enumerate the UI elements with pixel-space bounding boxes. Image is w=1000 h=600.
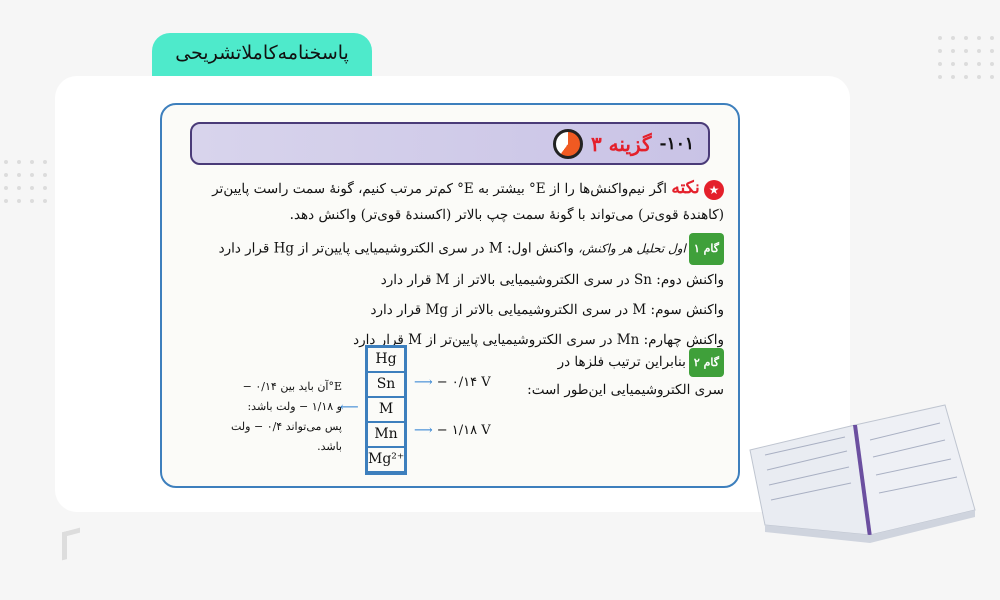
step-1 — [179, 233, 724, 355]
electrochemical-series — [365, 345, 407, 475]
step-text: سری الکتروشیمیایی این‌طور است: — [527, 382, 724, 398]
sn-potential: ⟶ − ۰/۱۴ V — [414, 375, 491, 390]
note-text: اگر نیم‌واکنش‌ها را از E° بیشتر به E° کم‌تر مرتب کنیم، گونهٔ سمت راست پایین‌تر (کاهندهٔ قوی‌تر) می‌تواند با گونهٔ سمت چپ بالاتر (اکسندهٔ قوی‌تر) واکنش دهد. — [212, 181, 724, 223]
decor-dots-right — [938, 36, 994, 79]
side-note-line: پس می‌تواند ۰/۴ − ولت باشد. — [231, 420, 342, 453]
reaction-line: واکنش اول: M در سری الکتروشیمیایی پایین‌تر از Hg قرار دارد — [218, 240, 574, 257]
step-2 — [524, 348, 724, 404]
reaction-line: واکنش سوم: M در سری الکتروشیمیایی بالاتر از Mg قرار دارد — [370, 302, 724, 318]
side-note-line: E°آن باید بین ۰/۱۴ − — [242, 380, 342, 393]
side-note — [212, 377, 342, 457]
brand-logo — [62, 528, 80, 561]
step-intro: اول تحلیل هر واکنش، — [578, 241, 686, 256]
series-cell: Mn — [368, 423, 404, 447]
step-badge: گام ۲ — [689, 348, 724, 377]
reaction-line: واکنش چهارم: Mn در سری الکتروشیمیایی پایین‌تر از M قرار دارد — [353, 332, 724, 348]
star-icon: ★ — [704, 180, 724, 200]
question-header — [190, 122, 710, 165]
step-text: بنابراین ترتیب فلزها در — [557, 354, 686, 370]
mn-potential: ⟶ − ۱/۱۸ V — [414, 423, 491, 438]
step-badge: گام ۱ — [689, 233, 724, 265]
series-cell: Sn — [368, 373, 404, 397]
arrow-left-icon: ⟵ — [340, 400, 359, 415]
book-illustration — [745, 385, 980, 550]
reaction-line: واکنش دوم: Sn در سری الکتروشیمیایی بالاتر از M قرار دارد — [380, 272, 724, 288]
series-cell: M — [368, 398, 404, 422]
series-cell: Hg — [368, 348, 404, 372]
solution-image — [160, 103, 740, 488]
answer-option: گزینه ۳ — [590, 131, 652, 156]
tab-label: پاسخنامه‌کاملا‌تشریحی — [175, 42, 349, 64]
alarm-clock-icon — [553, 129, 583, 159]
series-cell: Mg²⁺ — [368, 448, 404, 472]
note — [184, 175, 724, 228]
potential-value: − ۰/۱۴ V — [436, 375, 491, 390]
question-number: ۱۰۱- — [659, 133, 694, 154]
side-note-line: و ۱/۱۸ − ولت باشد: — [247, 400, 342, 413]
potential-value: − ۱/۱۸ V — [436, 423, 491, 438]
decor-dots-left — [4, 160, 47, 203]
note-label: نکته — [671, 178, 700, 198]
